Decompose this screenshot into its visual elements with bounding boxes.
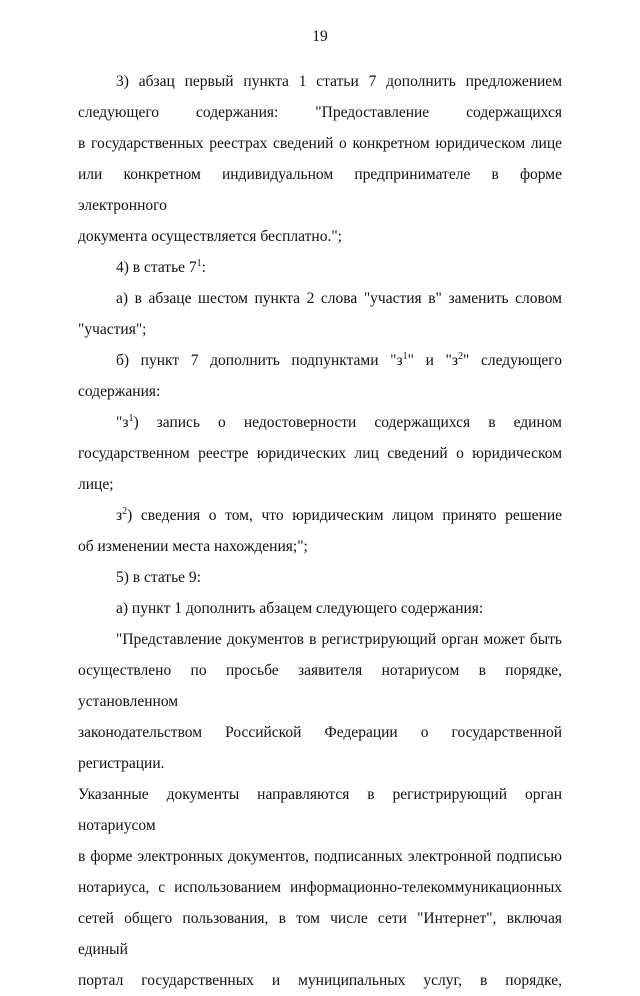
superscript: 2 bbox=[457, 351, 463, 362]
paragraph-line: 3) абзац первый пункта 1 статьи 7 дополнить предложением bbox=[116, 73, 562, 90]
paragraph-line: нотариуса, с использованием информационно-телекоммуникационных bbox=[78, 879, 562, 896]
paragraph-line: а) пункт 1 дополнить абзацем следующего содержания: bbox=[116, 600, 484, 617]
page-number: 19 bbox=[312, 28, 328, 45]
paragraph-line: об изменении места нахождения;"; bbox=[78, 538, 308, 555]
paragraph-line bbox=[78, 252, 562, 283]
superscript: 1 bbox=[402, 351, 408, 362]
text-run: 4) в статье 7 bbox=[116, 259, 197, 276]
paragraph-line bbox=[78, 345, 562, 376]
paragraph-line: следующего содержания: "Предоставление содержащихся bbox=[78, 104, 562, 121]
document-body bbox=[78, 66, 562, 996]
paragraph-line: законодательством Российской Федерации о государственной регистрации. bbox=[78, 724, 562, 772]
paragraph-line: или конкретном индивидуальном предпринимателе в форме электронного bbox=[78, 166, 562, 214]
paragraph-line: "участия"; bbox=[78, 321, 147, 338]
superscript: 1 bbox=[128, 413, 134, 424]
paragraph-line: а) в абзаце шестом пункта 2 слова "участия в" заменить словом bbox=[116, 290, 562, 307]
paragraph-line bbox=[78, 500, 562, 531]
superscript: 1 bbox=[196, 258, 202, 269]
paragraph-line: в государственных реестрах сведений о конкретном юридическом лице bbox=[78, 135, 562, 152]
text-run: " и "з bbox=[407, 352, 458, 369]
paragraph-line: государственном реестре юридических лиц сведений о юридическом лице; bbox=[78, 445, 562, 493]
paragraph-line: документа осуществляется бесплатно."; bbox=[78, 228, 342, 245]
paragraph-line: Указанные документы направляются в регистрирующий орган нотариусом bbox=[78, 786, 562, 834]
paragraph-line: в форме электронных документов, подписанных электронной подписью bbox=[78, 848, 562, 865]
paragraph-line: 5) в статье 9: bbox=[116, 569, 201, 586]
superscript: 2 bbox=[122, 506, 128, 517]
text-run: ) запись о недостоверности содержащихся в едином bbox=[133, 414, 562, 431]
text-run: б) пункт 7 дополнить подпунктами "з bbox=[116, 352, 403, 369]
paragraph-line bbox=[78, 407, 562, 438]
paragraph-line: "Представление документов в регистрирующий орган может быть bbox=[116, 631, 562, 648]
text-run: ) сведения о том, что юридическим лицом принято решение bbox=[127, 507, 562, 524]
text-run: " следующего bbox=[462, 352, 562, 369]
text-run: : bbox=[201, 259, 206, 276]
paragraph-line: сетей общего пользования, в том числе сети "Интернет", включая единый bbox=[78, 910, 562, 958]
paragraph-line: портал государственных и муниципальных услуг, в порядке, bbox=[78, 972, 562, 989]
text-run: "з bbox=[116, 414, 129, 431]
text-run: з bbox=[116, 507, 123, 524]
paragraph-line: содержания: bbox=[78, 383, 161, 400]
paragraph-line: осуществлено по просьбе заявителя нотариусом в порядке, установленном bbox=[78, 662, 562, 710]
